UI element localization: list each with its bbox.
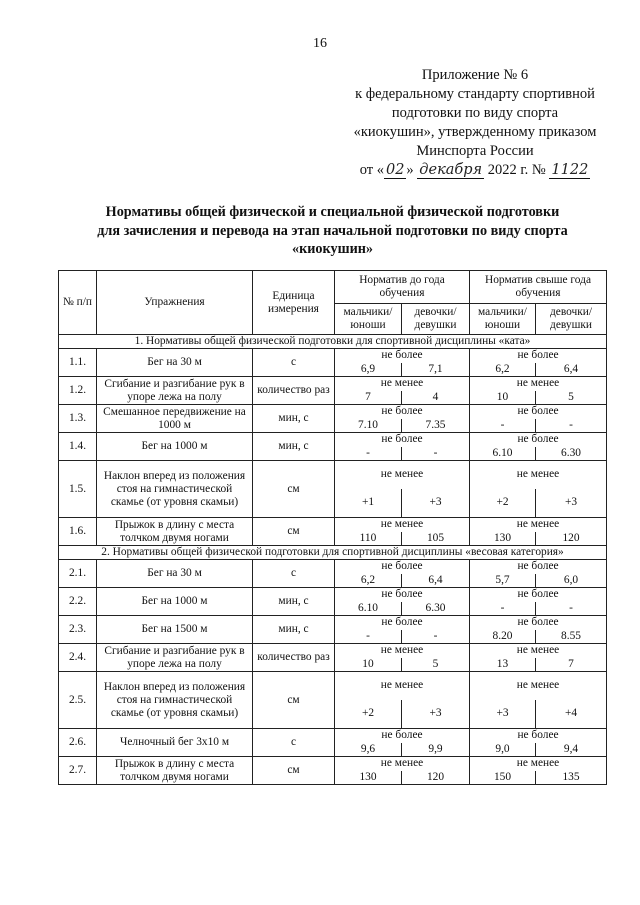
header-girls: девочки/ девушки <box>402 304 470 335</box>
title-line: Нормативы общей физической и специальной физической подготовки <box>105 204 560 220</box>
value-girls-to-year: 4 <box>402 391 470 405</box>
row-number: 2.4. <box>59 644 97 672</box>
appendix-line: Минспорта России <box>416 143 534 159</box>
date-day-handwritten: 02 <box>385 162 405 178</box>
norm-condition-over-year: не более <box>470 433 607 447</box>
norm-condition-over-year: не более <box>470 588 607 602</box>
value-boys-over-year: - <box>470 419 536 433</box>
header-num: № п/п <box>59 271 97 335</box>
table-row <box>59 433 607 447</box>
value-girls-to-year: +3 <box>402 489 470 518</box>
value-boys-to-year: +2 <box>335 700 402 729</box>
section-title: 2. Нормативы общей физической подготовки для спортивной дисциплины «весовая категория» <box>59 546 607 560</box>
value-boys-to-year: - <box>335 447 402 461</box>
table-row <box>59 644 607 658</box>
exercise-name: Бег на 1500 м <box>97 616 253 644</box>
date-year: 2022 г. № <box>484 162 550 178</box>
value-girls-over-year: 6,4 <box>536 363 607 377</box>
norm-condition-to-year: не более <box>335 405 470 419</box>
section-title: 1. Нормативы общей физической подготовки для спортивной дисциплины «ката» <box>59 335 607 349</box>
unit: мин, с <box>253 616 335 644</box>
value-boys-over-year: 9,0 <box>470 743 536 757</box>
header-exercise: Упражнения <box>97 271 253 335</box>
table-row <box>59 616 607 630</box>
exercise-name: Наклон вперед из положения стоя на гимнастической скамье (от уровня скамьи) <box>97 461 253 518</box>
row-number: 1.1. <box>59 349 97 377</box>
value-girls-to-year: +3 <box>402 700 470 729</box>
norm-condition-over-year: не менее <box>470 377 607 391</box>
table-row <box>59 672 607 700</box>
table-row <box>59 729 607 743</box>
exercise-name: Прыжок в длину с места толчком двумя ногами <box>97 757 253 785</box>
norm-condition-over-year: не менее <box>470 672 607 700</box>
value-girls-to-year: 120 <box>402 771 470 785</box>
norm-condition-to-year: не более <box>335 588 470 602</box>
value-boys-over-year: 5,7 <box>470 574 536 588</box>
header-boys: мальчики/ юноши <box>335 304 402 335</box>
date-prefix: от « <box>359 162 384 178</box>
norm-condition-over-year: не более <box>470 560 607 574</box>
row-number: 1.5. <box>59 461 97 518</box>
value-girls-to-year: 6,4 <box>402 574 470 588</box>
value-girls-to-year: 5 <box>402 658 470 672</box>
value-boys-over-year: +3 <box>470 700 536 729</box>
header-norm-over-year: Норматив свыше года обучения <box>470 271 607 304</box>
table-row <box>59 757 607 771</box>
row-number: 1.3. <box>59 405 97 433</box>
norm-condition-to-year: не менее <box>335 757 470 771</box>
value-boys-over-year: 6,2 <box>470 363 536 377</box>
unit: с <box>253 729 335 757</box>
value-boys-to-year: 6,2 <box>335 574 402 588</box>
unit: с <box>253 560 335 588</box>
title-line: для зачисления и перевода на этап начальной подготовки по виду спорта <box>97 222 568 239</box>
title-line: «киокушин» <box>291 241 374 257</box>
table-row <box>59 461 607 489</box>
norm-condition-over-year: не менее <box>470 644 607 658</box>
exercise-name: Бег на 30 м <box>97 349 253 377</box>
order-date-line <box>330 161 620 180</box>
unit: мин, с <box>253 433 335 461</box>
value-girls-over-year: - <box>536 602 607 616</box>
value-girls-over-year: 135 <box>536 771 607 785</box>
value-girls-to-year: 9,9 <box>402 743 470 757</box>
table-row <box>59 518 607 532</box>
norm-condition-over-year: не более <box>470 349 607 363</box>
value-girls-to-year: - <box>402 447 470 461</box>
value-boys-over-year: +2 <box>470 489 536 518</box>
norm-condition-to-year: не менее <box>335 644 470 658</box>
unit: количество раз <box>253 644 335 672</box>
value-girls-over-year: 6,0 <box>536 574 607 588</box>
value-girls-over-year: +3 <box>536 489 607 518</box>
exercise-name: Бег на 1000 м <box>97 433 253 461</box>
exercise-name: Бег на 1000 м <box>97 588 253 616</box>
value-girls-to-year: - <box>402 630 470 644</box>
unit: с <box>253 349 335 377</box>
table-row <box>59 377 607 391</box>
unit: см <box>253 461 335 518</box>
row-number: 2.1. <box>59 560 97 588</box>
table-row <box>59 560 607 574</box>
value-boys-over-year: - <box>470 602 536 616</box>
value-girls-over-year: 8.55 <box>536 630 607 644</box>
value-girls-to-year: 105 <box>402 532 470 546</box>
date-mid: » <box>406 162 418 178</box>
document-title <box>60 203 605 259</box>
value-boys-to-year: 6.10 <box>335 602 402 616</box>
page-number: 16 <box>313 36 327 51</box>
row-number: 1.2. <box>59 377 97 405</box>
row-number: 2.5. <box>59 672 97 729</box>
exercise-name: Наклон вперед из положения стоя на гимнастической скамье (от уровня скамьи) <box>97 672 253 729</box>
exercise-name: Смешанное передвижение на 1000 м <box>97 405 253 433</box>
row-number: 1.4. <box>59 433 97 461</box>
norm-condition-over-year: не менее <box>470 757 607 771</box>
header-norm-to-year: Норматив до года обучения <box>335 271 470 304</box>
unit: см <box>253 518 335 546</box>
row-number: 2.2. <box>59 588 97 616</box>
value-boys-over-year: 10 <box>470 391 536 405</box>
value-boys-over-year: 6.10 <box>470 447 536 461</box>
header-boys: мальчики/ юноши <box>470 304 536 335</box>
norm-condition-over-year: не более <box>470 616 607 630</box>
row-number: 2.3. <box>59 616 97 644</box>
value-boys-to-year: 6,9 <box>335 363 402 377</box>
value-girls-over-year: - <box>536 419 607 433</box>
exercise-name: Челночный бег 3х10 м <box>97 729 253 757</box>
appendix-line: подготовки по виду спорта <box>391 105 559 121</box>
value-girls-to-year: 7.35 <box>402 419 470 433</box>
norm-condition-over-year: не менее <box>470 461 607 489</box>
norm-condition-to-year: не более <box>335 349 470 363</box>
norm-condition-over-year: не менее <box>470 518 607 532</box>
value-boys-to-year: 7 <box>335 391 402 405</box>
appendix-line: Приложение № 6 <box>421 67 529 83</box>
norm-condition-to-year: не менее <box>335 461 470 489</box>
appendix-line: «киокушин», утвержденному приказом <box>353 124 597 140</box>
norm-condition-over-year: не более <box>470 729 607 743</box>
exercise-name: Бег на 30 м <box>97 560 253 588</box>
norm-condition-to-year: не менее <box>335 672 470 700</box>
value-girls-over-year: 120 <box>536 532 607 546</box>
value-boys-to-year: 130 <box>335 771 402 785</box>
value-boys-over-year: 130 <box>470 532 536 546</box>
order-number-handwritten: 1122 <box>551 162 589 178</box>
value-boys-to-year: 10 <box>335 658 402 672</box>
value-girls-over-year: 9,4 <box>536 743 607 757</box>
value-girls-over-year: 7 <box>536 658 607 672</box>
header-unit: Единица измерения <box>253 271 335 335</box>
norm-condition-to-year: не более <box>335 729 470 743</box>
value-boys-to-year: 110 <box>335 532 402 546</box>
norms-table <box>58 270 607 785</box>
row-number: 2.6. <box>59 729 97 757</box>
value-boys-over-year: 150 <box>470 771 536 785</box>
norm-condition-to-year: не менее <box>335 377 470 391</box>
row-number: 2.7. <box>59 757 97 785</box>
value-girls-to-year: 7,1 <box>402 363 470 377</box>
appendix-header <box>330 66 620 180</box>
unit: количество раз <box>253 377 335 405</box>
exercise-name: Сгибание и разгибание рук в упоре лежа на полу <box>97 644 253 672</box>
unit: см <box>253 672 335 729</box>
exercise-name: Сгибание и разгибание рук в упоре лежа на полу <box>97 377 253 405</box>
value-boys-to-year: 7.10 <box>335 419 402 433</box>
value-girls-over-year: 6.30 <box>536 447 607 461</box>
unit: мин, с <box>253 405 335 433</box>
value-girls-to-year: 6.30 <box>402 602 470 616</box>
norm-condition-to-year: не более <box>335 560 470 574</box>
value-boys-over-year: 13 <box>470 658 536 672</box>
value-boys-to-year: - <box>335 630 402 644</box>
row-number: 1.6. <box>59 518 97 546</box>
date-month-handwritten: декабря <box>419 162 483 178</box>
norm-condition-to-year: не более <box>335 433 470 447</box>
header-girls: девочки/ девушки <box>536 304 607 335</box>
appendix-line: к федеральному стандарту спортивной <box>355 86 595 102</box>
table-row <box>59 588 607 602</box>
value-girls-over-year: 5 <box>536 391 607 405</box>
table-row <box>59 349 607 363</box>
table-body <box>59 335 607 785</box>
table-row <box>59 405 607 419</box>
norm-condition-to-year: не менее <box>335 518 470 532</box>
exercise-name: Прыжок в длину с места толчком двумя ногами <box>97 518 253 546</box>
value-girls-over-year: +4 <box>536 700 607 729</box>
norm-condition-over-year: не более <box>470 405 607 419</box>
value-boys-over-year: 8.20 <box>470 630 536 644</box>
unit: мин, с <box>253 588 335 616</box>
unit: см <box>253 757 335 785</box>
norm-condition-to-year: не более <box>335 616 470 630</box>
value-boys-to-year: +1 <box>335 489 402 518</box>
value-boys-to-year: 9,6 <box>335 743 402 757</box>
